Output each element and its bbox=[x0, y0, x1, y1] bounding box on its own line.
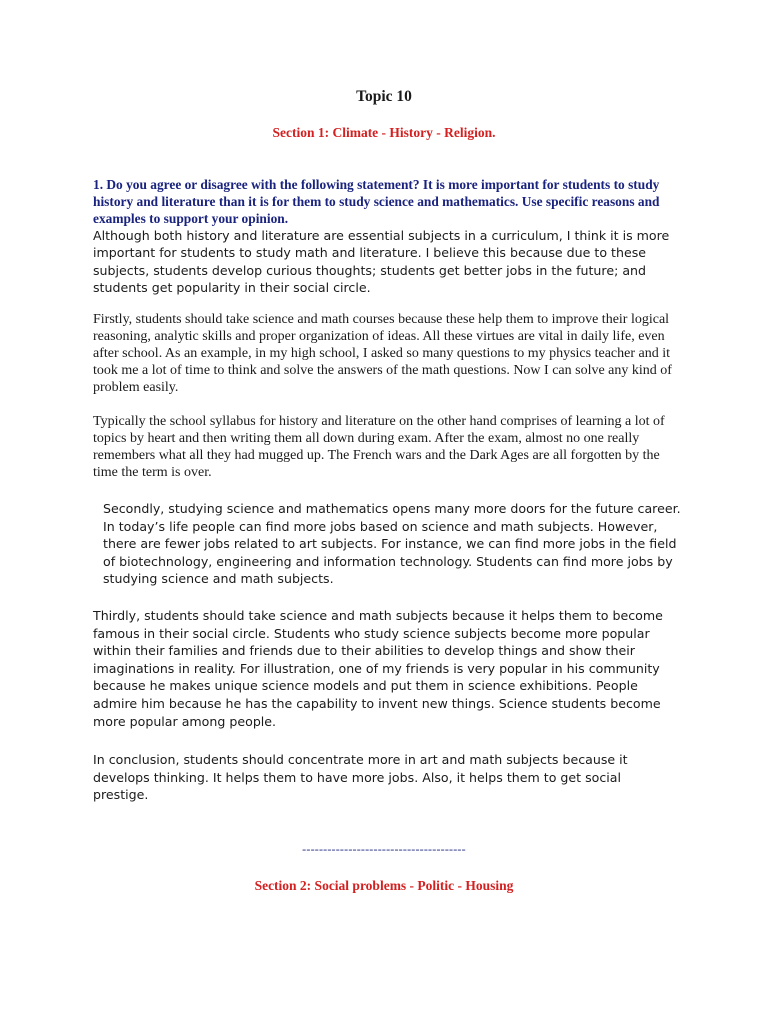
section-divider: --------------------------------------- bbox=[302, 842, 466, 856]
document-page bbox=[93, 0, 681, 1024]
section-2-title: Section 2: Social problems - Politic - Housing bbox=[254, 878, 514, 893]
question-prompt: 1. Do you agree or disagree with the following statement? It is more important for students to study history and literature than it is for them to study science and mathematics. Use specific reasons and examples to support your opinion. bbox=[93, 177, 660, 226]
firstly-paragraph: Firstly, students should take science and math courses because these help them to improve their logical reasoning, analytic skills and proper organization of ideas. All these virtues are vital in daily life, even after school. As an example, in my high school, I asked so many questions to my physics teacher and it took me a lot of time to think and solve the answers of the math questions. Now I can solve any kind of problem easily. bbox=[93, 312, 672, 395]
typically-paragraph: Typically the school syllabus for history and literature on the other hand comprises of learning a lot of topics by heart and then writing them all down during exam. After the exam, almost no one really remembers what all they had mugged up. The French wars and the Dark Ages are all forgotten by the time the term is over. bbox=[93, 414, 665, 480]
thirdly-paragraph: Thirdly, students should take science and math subjects because it helps them to become famous in their social circle. Students who study science subjects become more popular within their families and friends due to their abilities to develop things and show their imaginations in reality. For illustration, one of my friends is very popular in his community because he makes unique science models and put them in science exhibitions. People admire him because he has the capability to invent new things. Science students become more popular among people. bbox=[93, 608, 663, 729]
intro-paragraph: Although both history and literature are essential subjects in a curriculum, I think it is more important for students to study math and literature. I believe this because due to these subjects, students develop curious thoughts; students get better jobs in the future; and students get popularity in their social circle. bbox=[93, 228, 670, 296]
secondly-paragraph: Secondly, studying science and mathematics opens many more doors for the future career. In today’s life people can find more jobs based on science and math subjects. However, there are fewer jobs related to art subjects. For instance, we can find more jobs in the field of biotechnology, engineering and information technology. Students can find more jobs by studying science and math subjects. bbox=[103, 501, 681, 587]
section-1-title: Section 1: Climate - History - Religion. bbox=[272, 125, 496, 140]
conclusion-paragraph: In conclusion, students should concentrate more in art and math subjects because it develops thinking. It helps them to have more jobs. Also, it helps them to get social prestige. bbox=[93, 752, 628, 803]
topic-title: Topic 10 bbox=[356, 88, 412, 105]
